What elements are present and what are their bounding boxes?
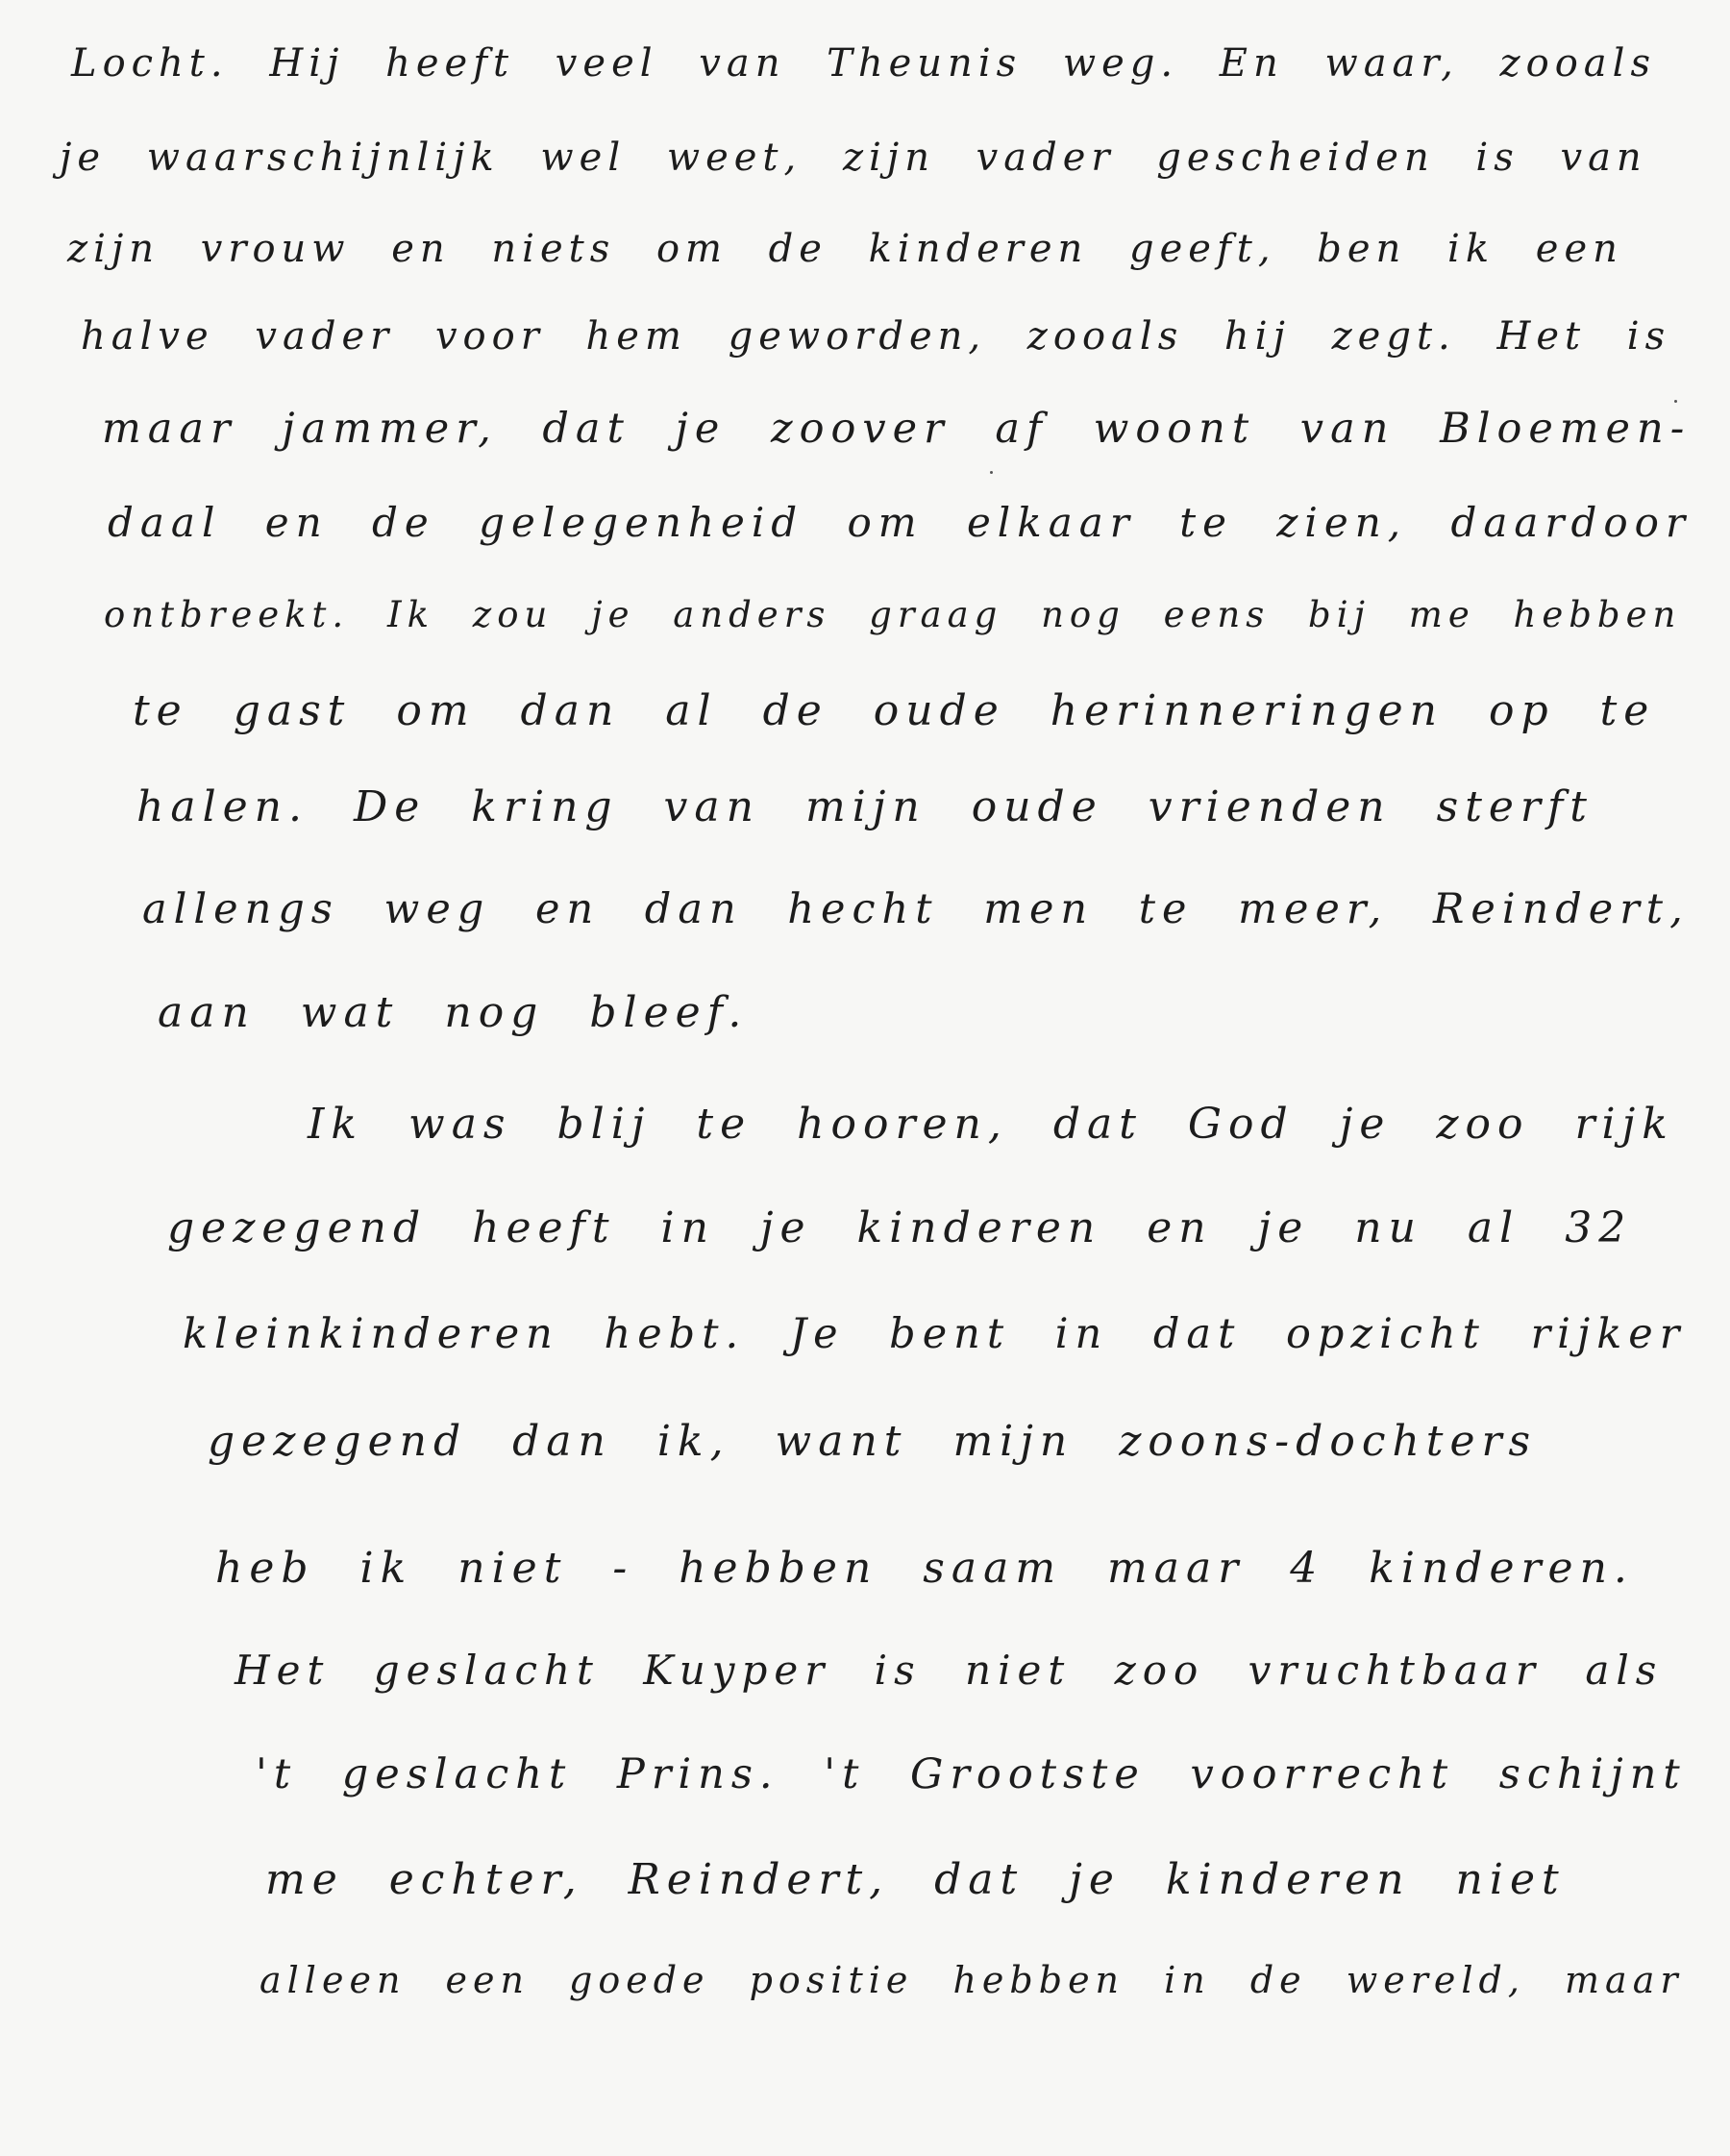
letter-line-10: allengs weg en dan hecht men te meer, Reindert, <box>142 885 1690 933</box>
letter-line-6: daal en de gelegenheid om elkaar te zien, daardoor <box>108 499 1693 546</box>
letter-line-15: gezegend dan ik, want mijn zoons-dochters <box>208 1417 1538 1466</box>
letter-line-8: te gast om dan al de oude herinneringen op te <box>133 686 1656 735</box>
letter-line-11: aan wat nog bleef. <box>158 988 749 1037</box>
letter-line-2: je waarschijnlijk wel weet, zijn vader gescheiden is van <box>60 136 1647 180</box>
letter-line-19: me echter, Reindert, dat je kinderen niet <box>265 1855 1566 1904</box>
letter-line-7: ontbreekt. Ik zou je anders graag nog eens bij me hebben <box>104 594 1682 635</box>
letter-line-18: 't geslacht Prins. 't Grootste voorrecht schijnt <box>256 1750 1687 1798</box>
letter-line-9: halen. De kring van mijn oude vrienden sterft <box>136 782 1594 831</box>
paper-speck <box>1674 400 1677 403</box>
letter-line-4: halve vader voor hem geworden, zooals hij zegt. Het is <box>81 314 1671 359</box>
letter-line-14: kleinkinderen hebt. Je bent in dat opzicht rijker <box>183 1310 1687 1358</box>
letter-line-13: gezegend heeft in je kinderen en je nu al 32 <box>167 1203 1633 1252</box>
letter-line-16: heb ik niet - hebben saam maar 4 kinderen. <box>215 1544 1634 1593</box>
letter-line-12: Ik was blij te hooren, dat God je zoo rijk <box>308 1100 1674 1149</box>
letter-line-17: Het geslacht Kuyper is niet zoo vruchtbaar als <box>235 1647 1664 1694</box>
letter-line-5: maar jammer, dat je zoover af woont van Bloemen- <box>102 405 1692 453</box>
letter-line-1: Locht. Hij heeft veel van Theunis weg. En waar, zooals <box>71 41 1656 86</box>
letter-line-3: zijn vrouw en niets om de kinderen geeft, ben ik een <box>67 227 1623 271</box>
letter-line-20: alleen een goede positie hebben in de wereld, maar <box>260 1959 1684 2001</box>
paper-speck <box>990 471 993 474</box>
